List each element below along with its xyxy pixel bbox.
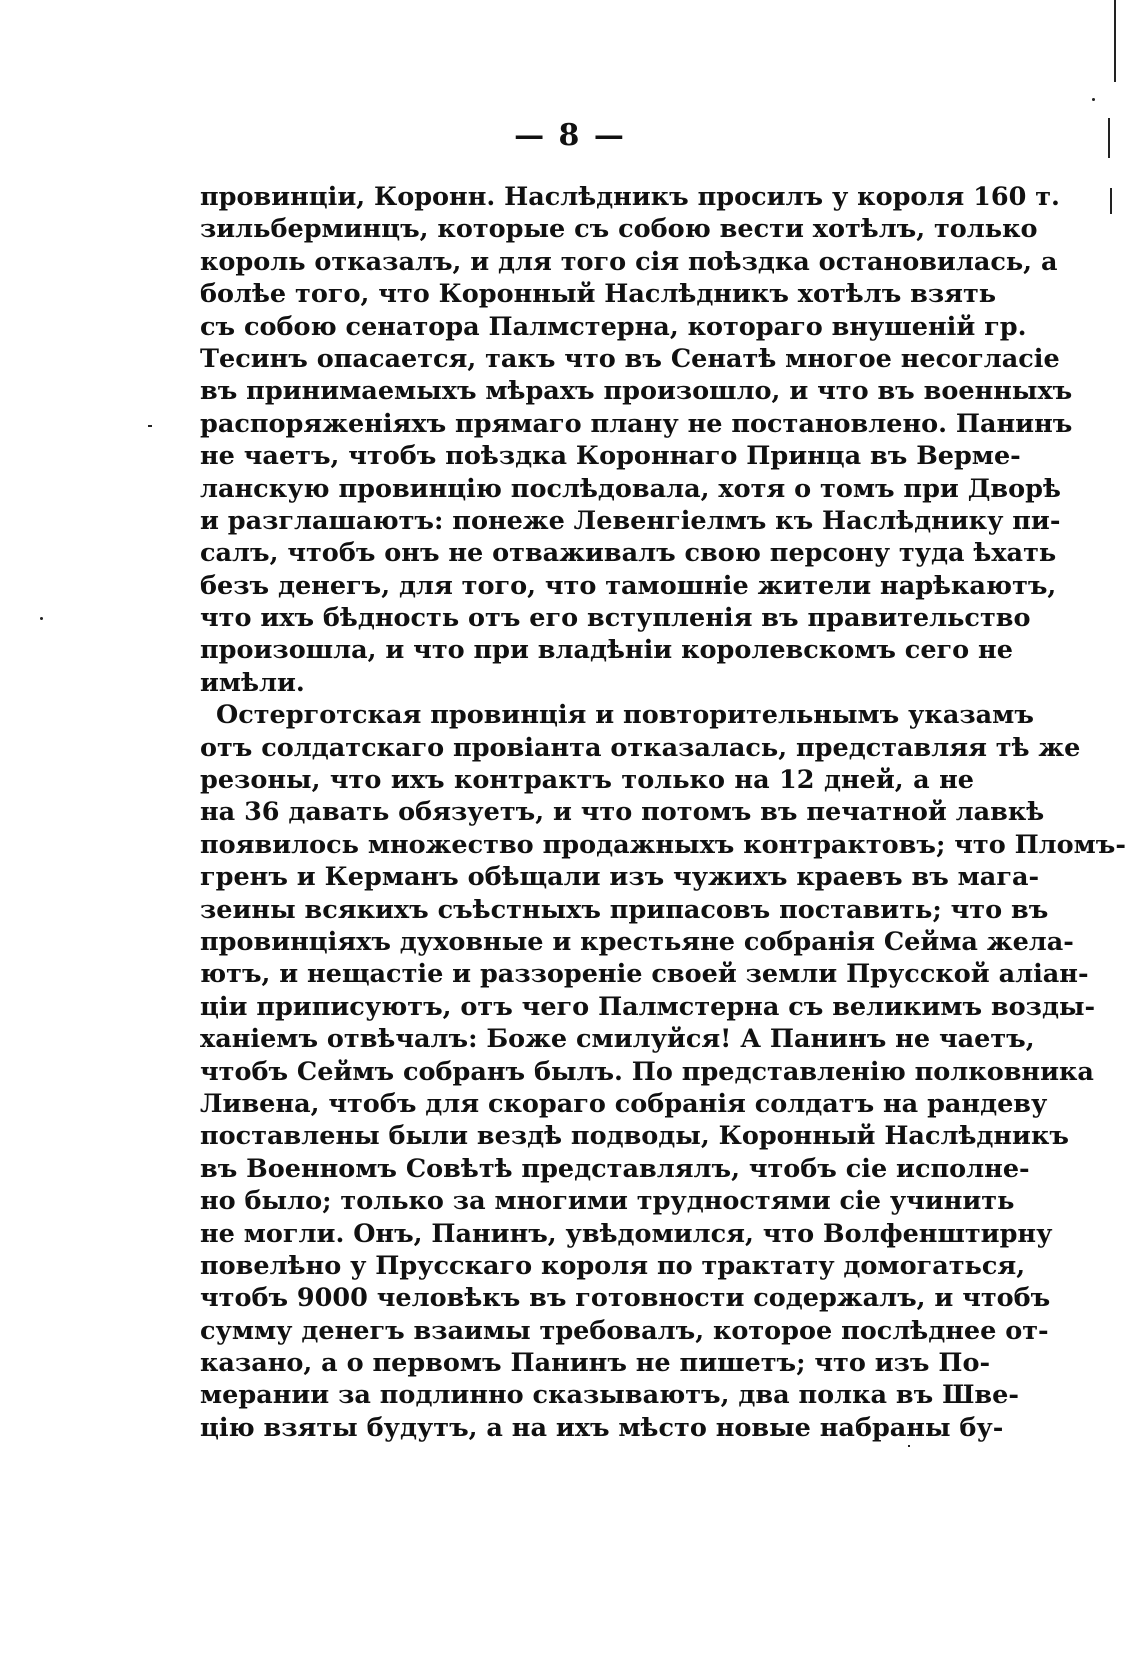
text-line: зильберминцъ, которые съ собою вести хотѣлъ, только [200, 214, 1038, 245]
scan-margin-rule [1114, 0, 1116, 82]
text-line: на 36 давать обязуетъ, и что потомъ въ печатной лавкѣ [200, 797, 1045, 828]
text-line: ханіемъ отвѣчалъ: Боже смилуйся! А Панинъ не чаетъ, [200, 1024, 1035, 1055]
text-line: въ Военномъ Совѣтѣ представлялъ, чтобъ сіе исполне- [200, 1153, 1030, 1184]
scan-margin-rule [1108, 118, 1110, 158]
text-line: цію взяты будутъ, а на ихъ мѣсто новые набраны бу- [200, 1412, 1004, 1443]
text-line: чтобъ Сеймъ собранъ былъ. По представленію полковника [200, 1056, 1094, 1087]
text-line: ланскую провинцію послѣдовала, хотя о томъ при Дворѣ [200, 473, 1061, 504]
text-line: болѣе того, что Коронный Наслѣдникъ хотѣлъ взять [200, 279, 997, 310]
text-line: резоны, что ихъ контрактъ только на 12 дней, а не [200, 765, 974, 796]
text-line: появилось множество продажныхъ контрактовъ; что Пломъ- [200, 829, 1126, 860]
text-line: провинціяхъ духовные и крестьяне собранія Сейма жела- [200, 926, 1074, 957]
text-line: Тесинъ опасается, такъ что въ Сенатѣ многое несогласіе [200, 343, 1060, 374]
text-line: распоряженіяхъ прямаго плану не постановлено. Панинъ [200, 408, 1073, 439]
text-line: салъ, чтобъ онъ не отваживалъ свою персону туда ѣхать [200, 538, 1057, 569]
text-line: Ливена, чтобъ для скораго собранія солдатъ на рандеву [200, 1088, 1048, 1119]
text-line: съ собою сенатора Палмстерна, котораго внушеній гр. [200, 311, 1027, 342]
text-line: Остерготская провинція и повторительнымъ указамъ [216, 700, 1034, 731]
body-text [200, 181, 1126, 1444]
text-line: мерании за подлинно сказываютъ, два полка въ Шве- [200, 1380, 1019, 1411]
text-line: гренъ и Керманъ обѣщали изъ чужихъ краевъ въ мага- [200, 862, 1040, 893]
text-line: поставлены были вездѣ подводы, Коронный Наслѣдникъ [200, 1121, 1069, 1152]
text-line: и разглашаютъ: понеже Левенгіелмъ къ Наслѣднику пи- [200, 505, 1061, 536]
text-line: произошла, и что при владѣніи королевскомъ сего не [200, 635, 1013, 666]
text-line: отъ солдатскаго провіанта отказалась, представляя тѣ же [200, 732, 1081, 763]
page-number: — 8 — [514, 118, 626, 153]
text-line: провинціи, Коронн. Наслѣдникъ просилъ у короля 160 т. [200, 182, 1060, 212]
text-line: зеины всякихъ съѣстныхъ припасовъ поставить; что въ [200, 894, 1049, 925]
text-line: ютъ, и нещастіе и раззореніе своей земли Прусской аліан- [200, 959, 1089, 990]
text-line: имѣли. [200, 667, 305, 698]
scan-margin-rule [1110, 188, 1112, 214]
scan-speck [1092, 98, 1095, 101]
text-line: король отказалъ, и для того сія поѣздка остановилась, а [200, 246, 1058, 277]
text-line: безъ денегъ, для того, что тамошніе жители нарѣкаютъ, [200, 570, 1057, 601]
scan-speck [148, 425, 152, 427]
text-line: чтобъ 9000 человѣкъ въ готовности содержалъ, и чтобъ [200, 1283, 1051, 1314]
text-line: сумму денегъ взаимы требовалъ, которое послѣднее от- [200, 1315, 1049, 1346]
text-line: казано, а о первомъ Панинъ не пишетъ; что изъ По- [200, 1348, 991, 1379]
text-line: повелѣно у Прусскаго короля по трактату домогаться, [200, 1250, 1026, 1281]
text-line: въ принимаемыхъ мѣрахъ произошло, и что въ военныхъ [200, 376, 1073, 407]
scan-speck [40, 617, 43, 620]
text-line: что ихъ бѣдность отъ его вступленія въ правительство [200, 603, 1031, 634]
text-line: не могли. Онъ, Панинъ, увѣдомился, что Волфенштирну [200, 1218, 1053, 1249]
scan-speck [908, 1445, 910, 1447]
text-line: не чаетъ, чтобъ поѣздка Короннаго Принца въ Верме- [200, 441, 1021, 472]
text-line: но было; только за многими трудностями сіе учинить [200, 1186, 1015, 1217]
text-line: ціи приписуютъ, отъ чего Палмстерна съ великимъ возды- [200, 991, 1096, 1022]
